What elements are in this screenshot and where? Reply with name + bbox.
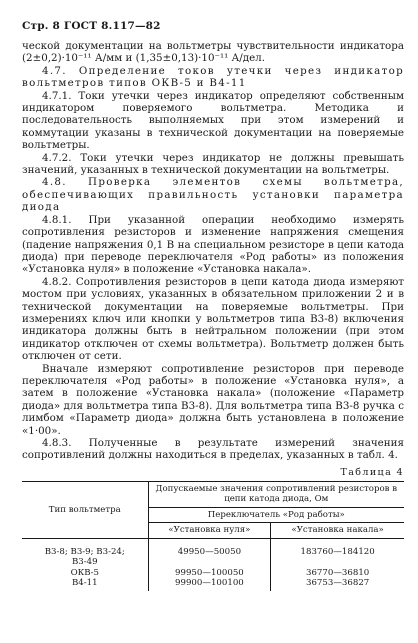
paragraph-4-7-2: 4.7.2. Токи утечки через индикатор не должны превышать значений, указанных в технической документации на вольтметры.	[22, 151, 404, 177]
table-caption: Таблица 4	[340, 466, 404, 478]
table-cell-zero: 99900—100100	[175, 578, 244, 589]
paragraph-4-8-2-cont: Вначале измеряют сопротивление резисторов при переводе переключателя «Род работы» в положение «Установка нуля», а затем в положение «Установка накала» (положение «Параметр диода» для вольтметра типа В3-8). Для вольтметра типа В3-8 ручка с лимбом «Параметр диода» должна быть установлена в положение «1·00».	[22, 362, 404, 437]
table-header-zero: «Установка нуля»	[148, 523, 271, 539]
table-cell-heat: 183760—184120	[300, 546, 375, 557]
table-cell-type: ОКВ-5	[70, 567, 99, 578]
paragraph-4-8-3: 4.8.3. Полученные в результате измерений значения сопротивлений должны находиться в пределах, указанных в табл. 4.	[22, 437, 404, 462]
table-cell-zero: 49950—50050	[177, 546, 242, 557]
page-header: Стр. 8 ГОСТ 8.117—82	[22, 20, 161, 32]
document-page	[22, 20, 404, 591]
paragraph-4-7-1: 4.7.1. Токи утечки через индикатор определяют собственным индикатором поверяемого вольтметра. Методика и последовательность выполняемых при этом измерений и коммутации указаны в технической документации на поверяемые вольтметры.	[22, 89, 404, 152]
table-header-group: Допускаемые значения сопротивлений резисторов в цепи катода диода, Ом	[148, 481, 404, 507]
section-heading-4-8: 4.8. Проверка элементов схемы вольтметра, обеспечивающих правильность установки параметра диода	[22, 176, 404, 214]
table-header-switch: Переключатель «Род работы»	[148, 507, 404, 523]
table-cell-zero: 99950—100050	[175, 567, 244, 578]
table-header-type: Тип вольтметра	[22, 481, 148, 538]
paragraph-4-8-1: 4.8.1. При указанной операции необходимо измерять сопротивления резисторов и изменение напряжения смещения (падение напряжения 0,1 В на специальном резисторе в цепи катода диода) при переводе переключателя «Род работы» из положения «Установка нуля» в положение «Установка накала».	[22, 213, 404, 276]
table-cell-type: В3-8; В3-9; В3-24;	[44, 546, 125, 557]
table-cell-heat: 36770—36810	[305, 567, 370, 578]
table-header-heat: «Установка накала»	[271, 523, 404, 539]
table-row	[22, 538, 404, 591]
table-4	[22, 481, 404, 591]
paragraph-4-8-2: 4.8.2. Сопротивления резисторов в цепи катода диода измеряют мостом при условиях, указанных в обязательном приложении 2 и в технической документации на поверяемые вольтметры. При измерениях ключ или кнопки у вольтметров типа В3-8) включения индикатора должны быть в нейтральном положении (при этом индикатор отключен от схемы вольтметра). Вольтметр должен быть отключен от сети.	[22, 275, 404, 363]
section-heading-4-7: 4.7. Определение токов утечки через индикатор вольтметров типов ОКВ-5 и В4-11	[22, 64, 404, 90]
table-cell-heat: 36753—36827	[305, 578, 370, 589]
table-cell-type: В4-11	[71, 578, 98, 589]
paragraph-continuation: ческой документации на вольтметры чувствительности индикатора (2±0,2)·10⁻¹¹ А/мм и (1,35±0,13)·10⁻¹¹ А/дел.	[22, 40, 404, 65]
table-cell-type: В3-49	[71, 557, 98, 568]
